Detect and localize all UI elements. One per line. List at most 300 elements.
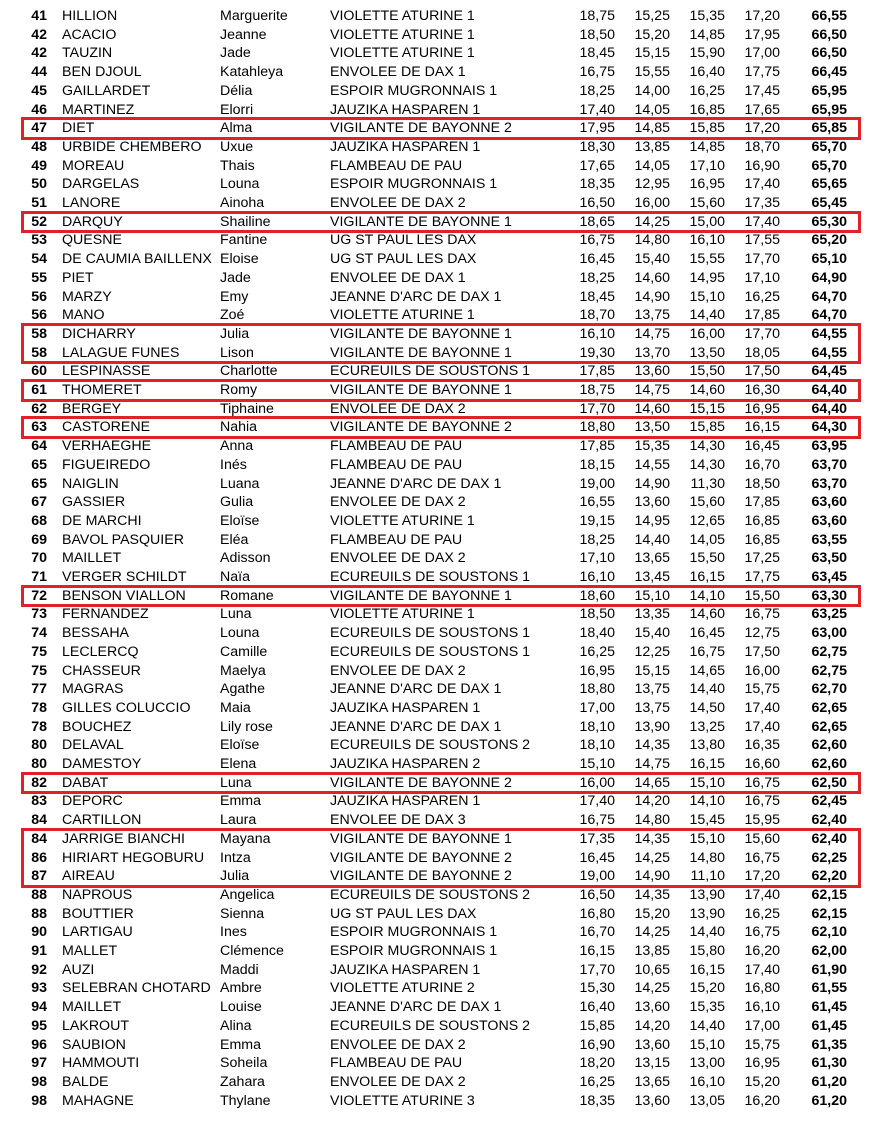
score-vault-cell: 16,45	[579, 251, 615, 268]
score-bars-cell: 15,10	[634, 587, 670, 604]
first-name-cell: Louna	[220, 625, 260, 642]
total-cell: 61,45	[811, 1017, 847, 1034]
rank-cell: 83	[31, 793, 47, 810]
score-beam-cell: 15,50	[689, 550, 725, 567]
last-name-cell: SAUBION	[62, 1036, 126, 1053]
last-name-cell: LESPINASSE	[62, 363, 151, 380]
club-cell: ECUREUILS DE SOUSTONS 2	[330, 737, 530, 754]
rank-cell: 52	[31, 213, 47, 230]
rank-cell: 88	[31, 905, 47, 922]
score-beam-cell: 15,10	[689, 830, 725, 847]
table-row	[0, 662, 871, 681]
rank-cell: 74	[31, 625, 47, 642]
last-name-cell: DARQUY	[62, 213, 123, 230]
score-vault-cell: 18,45	[579, 45, 615, 62]
score-bars-cell: 13,60	[634, 1036, 670, 1053]
club-cell: ENVOLEE DE DAX 2	[330, 494, 466, 511]
club-cell: ENVOLEE DE DAX 1	[330, 64, 466, 81]
last-name-cell: FIGUEIREDO	[62, 456, 151, 473]
total-cell: 65,85	[811, 120, 847, 137]
score-bars-cell: 13,70	[634, 344, 670, 361]
score-bars-cell: 14,75	[634, 382, 670, 398]
score-floor-cell: 17,20	[744, 868, 780, 885]
score-bars-cell: 13,75	[634, 699, 670, 716]
score-beam-cell: 14,85	[689, 138, 725, 155]
score-beam-cell: 15,85	[689, 419, 725, 436]
first-name-cell: Eléa	[220, 531, 249, 548]
total-cell: 64,70	[811, 307, 847, 324]
total-cell: 62,75	[811, 643, 847, 660]
table-row	[0, 63, 871, 82]
rank-cell: 72	[31, 587, 47, 604]
score-floor-cell: 17,40	[744, 886, 780, 903]
highlight-box	[21, 828, 861, 888]
table-row	[0, 475, 871, 494]
score-floor-cell: 17,40	[744, 213, 780, 230]
club-cell: JAUZIKA HASPAREN 1	[330, 101, 481, 118]
table-row	[0, 44, 871, 63]
total-cell: 63,30	[811, 587, 847, 604]
rank-cell: 41	[31, 8, 47, 24]
first-name-cell: Camille	[220, 643, 268, 660]
score-floor-cell: 17,75	[744, 569, 780, 585]
last-name-cell: FERNANDEZ	[62, 606, 149, 623]
first-name-cell: Luna	[220, 606, 252, 623]
score-bars-cell: 15,55	[634, 64, 670, 81]
score-bars-cell: 13,45	[634, 569, 670, 585]
score-vault-cell: 16,10	[579, 569, 615, 585]
total-cell: 65,45	[811, 195, 847, 211]
total-cell: 63,50	[811, 550, 847, 567]
score-floor-cell: 16,45	[744, 438, 780, 455]
rank-cell: 46	[31, 101, 47, 118]
first-name-cell: Soheila	[220, 1055, 268, 1072]
rank-cell: 65	[31, 475, 47, 492]
score-beam-cell: 15,80	[689, 943, 725, 959]
score-beam-cell: 16,45	[689, 625, 725, 642]
score-beam-cell: 14,10	[689, 793, 725, 810]
score-vault-cell: 16,80	[579, 905, 615, 922]
first-name-cell: Luna	[220, 774, 252, 791]
club-cell: ECUREUILS DE SOUSTONS 1	[330, 625, 530, 642]
score-bars-cell: 13,15	[634, 1055, 670, 1072]
rank-cell: 42	[31, 26, 47, 43]
last-name-cell: DABAT	[62, 774, 109, 791]
total-cell: 65,70	[811, 157, 847, 174]
score-beam-cell: 13,90	[689, 905, 725, 922]
table-row	[0, 250, 871, 269]
club-cell: ESPOIR MUGRONNAIS 1	[330, 82, 498, 99]
total-cell: 62,60	[811, 756, 847, 772]
table-row	[0, 175, 871, 194]
score-beam-cell: 13,05	[689, 1092, 725, 1109]
score-vault-cell: 19,15	[579, 512, 615, 529]
score-floor-cell: 17,20	[744, 120, 780, 137]
score-bars-cell: 14,20	[634, 793, 670, 810]
last-name-cell: THOMERET	[62, 382, 142, 398]
score-vault-cell: 18,30	[579, 138, 615, 155]
total-cell: 66,50	[811, 26, 847, 43]
first-name-cell: Lison	[220, 344, 254, 361]
table-row	[0, 605, 871, 624]
club-cell: ENVOLEE DE DAX 2	[330, 400, 466, 417]
table-row	[0, 512, 871, 531]
first-name-cell: Charlotte	[220, 363, 278, 380]
club-cell: JAUZIKA HASPAREN 1	[330, 793, 481, 810]
score-bars-cell: 10,65	[634, 961, 670, 978]
first-name-cell: Eloïse	[220, 512, 260, 529]
club-cell: VIGILANTE DE BAYONNE 1	[330, 830, 512, 847]
last-name-cell: LAKROUT	[62, 1017, 130, 1034]
score-beam-cell: 13,90	[689, 886, 725, 903]
last-name-cell: CASTORENE	[62, 419, 151, 436]
score-beam-cell: 15,15	[689, 400, 725, 417]
last-name-cell: ACACIO	[62, 26, 117, 43]
rank-cell: 65	[31, 456, 47, 473]
last-name-cell: PIET	[62, 269, 94, 286]
club-cell: JAUZIKA HASPAREN 2	[330, 756, 481, 772]
rank-cell: 75	[31, 643, 47, 660]
score-bars-cell: 14,90	[634, 868, 670, 885]
score-floor-cell: 18,50	[744, 475, 780, 492]
first-name-cell: Alina	[220, 1017, 252, 1034]
club-cell: ENVOLEE DE DAX 3	[330, 812, 466, 829]
score-floor-cell: 17,55	[744, 232, 780, 249]
last-name-cell: DICHARRY	[62, 325, 136, 342]
first-name-cell: Thais	[220, 157, 255, 174]
score-vault-cell: 16,75	[579, 812, 615, 829]
first-name-cell: Anna	[220, 438, 254, 455]
last-name-cell: DE MARCHI	[62, 512, 142, 529]
first-name-cell: Romane	[220, 587, 274, 604]
score-beam-cell: 15,55	[689, 251, 725, 268]
score-floor-cell: 17,50	[744, 363, 780, 380]
club-cell: VIGILANTE DE BAYONNE 1	[330, 382, 512, 398]
score-floor-cell: 16,70	[744, 456, 780, 473]
score-bars-cell: 15,25	[634, 8, 670, 24]
first-name-cell: Sienna	[220, 905, 265, 922]
rank-cell: 88	[31, 886, 47, 903]
score-vault-cell: 18,40	[579, 625, 615, 642]
last-name-cell: HIRIART HEGOBURU	[62, 849, 205, 866]
club-cell: FLAMBEAU DE PAU	[330, 157, 463, 174]
total-cell: 63,00	[811, 625, 847, 642]
highlight-box	[21, 416, 861, 439]
table-row	[0, 1036, 871, 1055]
total-cell: 64,55	[811, 344, 847, 361]
score-beam-cell: 15,10	[689, 774, 725, 791]
score-floor-cell: 17,40	[744, 176, 780, 193]
score-beam-cell: 14,30	[689, 438, 725, 455]
score-floor-cell: 16,90	[744, 157, 780, 174]
first-name-cell: Naïa	[220, 569, 250, 585]
score-beam-cell: 13,80	[689, 737, 725, 754]
total-cell: 63,70	[811, 456, 847, 473]
score-beam-cell: 15,60	[689, 195, 725, 211]
score-bars-cell: 14,05	[634, 101, 670, 118]
score-vault-cell: 16,75	[579, 64, 615, 81]
score-floor-cell: 17,75	[744, 64, 780, 81]
last-name-cell: TAUZIN	[62, 45, 113, 62]
score-floor-cell: 16,95	[744, 1055, 780, 1072]
score-floor-cell: 16,85	[744, 531, 780, 548]
score-bars-cell: 14,65	[634, 774, 670, 791]
score-beam-cell: 14,60	[689, 606, 725, 623]
club-cell: FLAMBEAU DE PAU	[330, 531, 463, 548]
score-beam-cell: 14,10	[689, 587, 725, 604]
score-floor-cell: 17,70	[744, 325, 780, 342]
score-bars-cell: 15,20	[634, 26, 670, 43]
score-floor-cell: 16,10	[744, 999, 780, 1016]
club-cell: VIGILANTE DE BAYONNE 2	[330, 849, 512, 866]
club-cell: JEANNE D'ARC DE DAX 1	[330, 999, 502, 1016]
score-beam-cell: 14,65	[689, 662, 725, 679]
first-name-cell: Clémence	[220, 943, 284, 959]
score-bars-cell: 14,60	[634, 269, 670, 286]
score-vault-cell: 19,00	[579, 475, 615, 492]
rank-cell: 68	[31, 512, 47, 529]
club-cell: UG ST PAUL LES DAX	[330, 232, 477, 249]
total-cell: 64,30	[811, 419, 847, 436]
rank-cell: 93	[31, 980, 47, 997]
total-cell: 65,30	[811, 213, 847, 230]
first-name-cell: Inés	[220, 456, 247, 473]
first-name-cell: Louise	[220, 999, 262, 1016]
score-vault-cell: 18,25	[579, 82, 615, 99]
rank-cell: 67	[31, 494, 47, 511]
score-bars-cell: 14,60	[634, 400, 670, 417]
first-name-cell: Angelica	[220, 886, 275, 903]
score-bars-cell: 14,40	[634, 531, 670, 548]
score-beam-cell: 14,95	[689, 269, 725, 286]
score-beam-cell: 16,25	[689, 82, 725, 99]
table-row	[0, 531, 871, 550]
club-cell: UG ST PAUL LES DAX	[330, 251, 477, 268]
rank-cell: 94	[31, 999, 47, 1016]
total-cell: 62,60	[811, 737, 847, 754]
score-bars-cell: 14,75	[634, 325, 670, 342]
last-name-cell: LECLERCQ	[62, 643, 139, 660]
club-cell: ESPOIR MUGRONNAIS 1	[330, 924, 498, 941]
first-name-cell: Jade	[220, 269, 251, 286]
rank-cell: 75	[31, 662, 47, 679]
rank-cell: 58	[31, 344, 47, 361]
table-row	[0, 456, 871, 475]
score-beam-cell: 16,10	[689, 1073, 725, 1090]
score-beam-cell: 14,85	[689, 26, 725, 43]
rank-cell: 78	[31, 699, 47, 716]
score-bars-cell: 13,60	[634, 363, 670, 380]
first-name-cell: Emy	[220, 288, 249, 305]
first-name-cell: Maddi	[220, 961, 259, 978]
total-cell: 63,60	[811, 494, 847, 511]
last-name-cell: LANORE	[62, 195, 121, 211]
total-cell: 61,20	[811, 1092, 847, 1109]
score-bars-cell: 14,75	[634, 756, 670, 772]
score-bars-cell: 14,55	[634, 456, 670, 473]
score-vault-cell: 18,10	[579, 737, 615, 754]
total-cell: 63,25	[811, 606, 847, 623]
club-cell: JEANNE D'ARC DE DAX 1	[330, 681, 502, 698]
total-cell: 63,95	[811, 438, 847, 455]
total-cell: 62,45	[811, 793, 847, 810]
rank-cell: 86	[31, 849, 47, 866]
total-cell: 65,65	[811, 176, 847, 193]
club-cell: VIGILANTE DE BAYONNE 2	[330, 774, 512, 791]
score-vault-cell: 17,40	[579, 101, 615, 118]
score-floor-cell: 16,75	[744, 924, 780, 941]
score-beam-cell: 14,40	[689, 681, 725, 698]
last-name-cell: MANO	[62, 307, 105, 324]
club-cell: ENVOLEE DE DAX 2	[330, 195, 466, 211]
club-cell: ENVOLEE DE DAX 2	[330, 662, 466, 679]
last-name-cell: DELAVAL	[62, 737, 124, 754]
score-bars-cell: 13,90	[634, 718, 670, 735]
score-vault-cell: 15,85	[579, 1017, 615, 1034]
total-cell: 65,20	[811, 232, 847, 249]
score-floor-cell: 17,40	[744, 699, 780, 716]
score-bars-cell: 14,25	[634, 213, 670, 230]
score-bars-cell: 15,15	[634, 45, 670, 62]
table-row	[0, 923, 871, 942]
last-name-cell: MAILLET	[62, 999, 122, 1016]
score-vault-cell: 16,75	[579, 232, 615, 249]
total-cell: 65,10	[811, 251, 847, 268]
total-cell: 66,50	[811, 45, 847, 62]
score-floor-cell: 16,25	[744, 288, 780, 305]
score-floor-cell: 17,50	[744, 643, 780, 660]
score-beam-cell: 15,50	[689, 363, 725, 380]
table-row	[0, 792, 871, 811]
total-cell: 64,45	[811, 363, 847, 380]
score-beam-cell: 15,35	[689, 8, 725, 24]
score-bars-cell: 14,90	[634, 475, 670, 492]
score-beam-cell: 15,00	[689, 213, 725, 230]
score-beam-cell: 15,85	[689, 120, 725, 137]
last-name-cell: HILLION	[62, 8, 118, 24]
rank-cell: 47	[31, 120, 47, 137]
score-bars-cell: 14,90	[634, 288, 670, 305]
table-row	[0, 624, 871, 643]
total-cell: 62,70	[811, 681, 847, 698]
score-floor-cell: 17,65	[744, 101, 780, 118]
table-row	[0, 905, 871, 924]
total-cell: 61,20	[811, 1073, 847, 1090]
club-cell: ENVOLEE DE DAX 2	[330, 550, 466, 567]
table-row	[0, 736, 871, 755]
last-name-cell: BEN DJOUL	[62, 64, 142, 81]
score-bars-cell: 13,60	[634, 494, 670, 511]
table-row	[0, 288, 871, 307]
first-name-cell: Zoé	[220, 307, 245, 324]
score-floor-cell: 17,20	[744, 8, 780, 24]
score-vault-cell: 17,10	[579, 550, 615, 567]
score-beam-cell: 16,15	[689, 569, 725, 585]
score-bars-cell: 13,85	[634, 138, 670, 155]
first-name-cell: Agathe	[220, 681, 265, 698]
club-cell: VIOLETTE ATURINE 3	[330, 1092, 475, 1109]
table-row	[0, 1054, 871, 1073]
first-name-cell: Mayana	[220, 830, 271, 847]
score-floor-cell: 16,75	[744, 606, 780, 623]
club-cell: FLAMBEAU DE PAU	[330, 456, 463, 473]
score-floor-cell: 16,20	[744, 943, 780, 959]
score-beam-cell: 15,45	[689, 812, 725, 829]
first-name-cell: Lily rose	[220, 718, 273, 735]
total-cell: 66,55	[811, 8, 847, 24]
score-beam-cell: 15,20	[689, 980, 725, 997]
highlight-box	[21, 323, 861, 364]
first-name-cell: Eloïse	[220, 737, 260, 754]
score-vault-cell: 18,75	[579, 8, 615, 24]
table-row	[0, 82, 871, 101]
table-row	[0, 493, 871, 512]
score-vault-cell: 17,70	[579, 400, 615, 417]
club-cell: VIGILANTE DE BAYONNE 2	[330, 120, 512, 137]
last-name-cell: BOUTTIER	[62, 905, 134, 922]
first-name-cell: Délia	[220, 82, 253, 99]
score-beam-cell: 17,10	[689, 157, 725, 174]
score-floor-cell: 17,25	[744, 550, 780, 567]
club-cell: ECUREUILS DE SOUSTONS 1	[330, 363, 530, 380]
score-floor-cell: 15,75	[744, 1036, 780, 1053]
score-vault-cell: 18,35	[579, 1092, 615, 1109]
score-floor-cell: 16,00	[744, 662, 780, 679]
table-row	[0, 699, 871, 718]
score-floor-cell: 15,75	[744, 681, 780, 698]
table-row	[0, 680, 871, 699]
score-floor-cell: 16,60	[744, 756, 780, 772]
score-beam-cell: 16,10	[689, 232, 725, 249]
first-name-cell: Fantine	[220, 232, 268, 249]
score-beam-cell: 14,05	[689, 531, 725, 548]
score-vault-cell: 16,95	[579, 662, 615, 679]
club-cell: JAUZIKA HASPAREN 1	[330, 961, 481, 978]
score-vault-cell: 19,00	[579, 868, 615, 885]
score-floor-cell: 16,25	[744, 905, 780, 922]
score-floor-cell: 16,95	[744, 400, 780, 417]
rank-cell: 78	[31, 718, 47, 735]
score-beam-cell: 15,10	[689, 1036, 725, 1053]
total-cell: 64,90	[811, 269, 847, 286]
club-cell: VIOLETTE ATURINE 1	[330, 8, 475, 24]
last-name-cell: MARTINEZ	[62, 101, 135, 118]
total-cell: 64,40	[811, 400, 847, 417]
score-vault-cell: 18,35	[579, 176, 615, 193]
club-cell: VIGILANTE DE BAYONNE 1	[330, 213, 512, 230]
club-cell: ESPOIR MUGRONNAIS 1	[330, 176, 498, 193]
score-beam-cell: 13,25	[689, 718, 725, 735]
rank-cell: 71	[31, 569, 47, 585]
rank-cell: 56	[31, 307, 47, 324]
score-vault-cell: 18,20	[579, 1055, 615, 1072]
score-bars-cell: 14,95	[634, 512, 670, 529]
last-name-cell: VERGER SCHILDT	[62, 569, 187, 585]
last-name-cell: SELEBRAN CHOTARD	[62, 980, 211, 997]
score-floor-cell: 17,00	[744, 1017, 780, 1034]
score-floor-cell: 16,30	[744, 382, 780, 398]
score-vault-cell: 16,15	[579, 943, 615, 959]
table-row	[0, 1073, 871, 1092]
score-vault-cell: 16,70	[579, 924, 615, 941]
score-beam-cell: 11,30	[690, 475, 725, 492]
table-row	[0, 231, 871, 250]
last-name-cell: BAVOL PASQUIER	[62, 531, 184, 548]
score-beam-cell: 16,95	[689, 176, 725, 193]
total-cell: 61,55	[811, 980, 847, 997]
table-row	[0, 269, 871, 288]
total-cell: 62,20	[811, 868, 847, 885]
